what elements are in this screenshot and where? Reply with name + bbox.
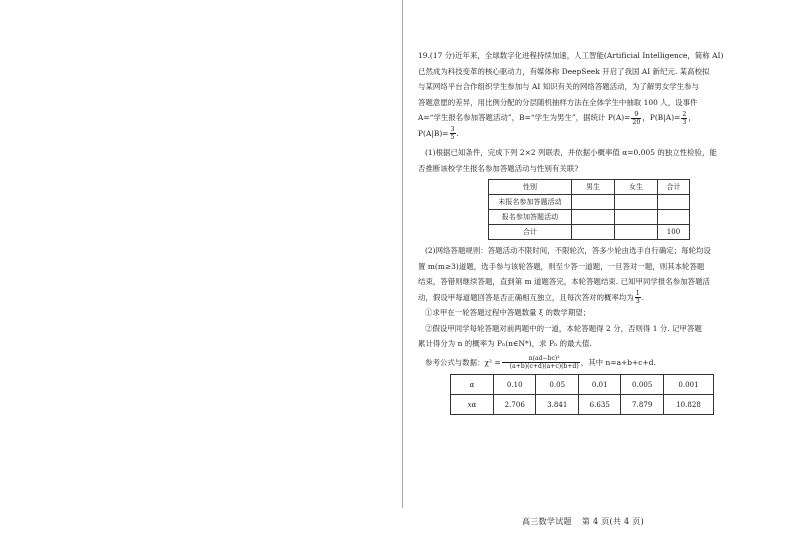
table-cell: 3.841 [536, 395, 578, 415]
question-line: 答题意愿的差异，用比例分配的分层随机抽样方法在全体学生中抽取 100 人，设事件 [418, 97, 698, 107]
table-header-cell: 男生 [572, 180, 615, 195]
formula-line: 参考公式与数据：χ² = $\frac{\text{n(ad−bc)²}}{(a+b)(c+d)(a+c)(b+d)}$ ，其中 n=a+b+c+d. [425, 355, 656, 370]
table-cell [658, 195, 690, 210]
table-row [451, 395, 714, 415]
table-cell: 0.05 [536, 375, 578, 395]
part1-line: 否推断该校学生报名参加答题活动与性别有关联? [418, 163, 579, 173]
fraction-pA: $\frac{9}{20}$ [632, 110, 641, 126]
table-cell [572, 225, 615, 240]
table-cell: 10.828 [663, 395, 713, 415]
footer-page-number: 第 4 页(共 4 页) [581, 517, 645, 526]
table-cell: 0.001 [663, 375, 713, 395]
table-row [489, 210, 690, 225]
table-row [489, 195, 690, 210]
part2-sub2: ②假设甲同学每轮答题对前两题中的一道，本轮答题得 2 分，否则得 1 分. 记甲答题 [425, 323, 702, 333]
part2-line: 动，假设甲每道题回答是否正确相互独立，且每次答对的概率均为 $\frac{1}{3}$ . [418, 290, 645, 305]
contingency-table [488, 179, 690, 240]
question-line: 与某网络平台合作组织学生参加与 AI 知识有关的网络答题活动，为了解男女学生参与 [418, 82, 700, 91]
table-cell [572, 195, 615, 210]
table-cell [658, 210, 690, 225]
table-cell: 合计 [489, 225, 572, 240]
table-cell: 6.635 [578, 395, 620, 415]
footer-subject: 高三数学试题 [522, 517, 572, 526]
fraction-probability: $\frac{1}{3}$ [635, 290, 640, 305]
fraction-pBA: $\frac{2}{3}$ [682, 110, 687, 126]
question-line: P(A|B)= $\frac{3}{5}$ . [418, 126, 459, 141]
table-header-cell: 女生 [615, 180, 658, 195]
fraction-pAB: $\frac{3}{5}$ [450, 126, 455, 141]
table-cell: 报名参加答题活动 [489, 210, 572, 225]
table-cell: 0.005 [621, 375, 663, 395]
table-header-row [489, 180, 690, 195]
page-fold-divider [402, 0, 403, 508]
table-row [489, 225, 690, 240]
table-cell: 7.879 [621, 395, 663, 415]
part2-sub1: ①求甲在一轮答题过程中答题数量 ξ 的数学期望； [425, 308, 591, 317]
table-cell: 未报名参加答题活动 [489, 195, 572, 210]
part2-sub2: 累计得分为 n 的概率为 Pₙ(n∈N*)，求 Pₙ 的最大值. [418, 339, 592, 348]
table-cell: 0.10 [494, 375, 536, 395]
table-header-cell: xα [451, 395, 494, 415]
table-header-cell: α [451, 375, 494, 395]
table-row [451, 375, 714, 395]
reference-table [450, 374, 714, 415]
chi-square-fraction: $\frac{\text{n(ad−bc)²}}{(a+b)(c+d)(a+c)(b+d)}$ [502, 355, 580, 370]
table-cell [572, 210, 615, 225]
question-line: A=“学生报名参加答题活动”，B=“学生为男生”，据统计 P(A)= $\frac{9}{20}$ ，P(B|A)= $\frac{2}{3}$ ， [418, 110, 696, 126]
table-cell: 0.01 [578, 375, 620, 395]
part2-line: 结束，答错则继续答题，直到第 m 道题答完，本轮答题结束. 已知甲同学报名参加答题活 [418, 277, 710, 286]
part2-line: 置 m(m≥3)道题，选手参与该轮答题，则至少答一道题，一旦答对一题，则其本轮答题 [418, 261, 705, 271]
page-footer [522, 516, 654, 527]
table-header-cell: 合计 [658, 180, 690, 195]
question-19 [418, 48, 748, 415]
table-cell [615, 195, 658, 210]
table-header-cell: 性别 [489, 180, 572, 195]
table-cell: 100 [658, 225, 690, 240]
part1-line: (1)根据已知条件，完成下列 2×2 列联表，并依据小概率值 α=0.005 的独立性检验，能 [425, 148, 717, 157]
table-cell [615, 225, 658, 240]
table-cell: 2.706 [494, 395, 536, 415]
part2-line: (2)网络答题规则：答题活动不限时间，不限轮次，答多少轮由选手自行确定；每轮均设 [425, 246, 711, 255]
question-line: 已然成为科技变革的核心驱动力，有媒体称 DeepSeek 开启了我国 AI 新纪元. 某高校拟 [418, 66, 710, 76]
question-line: 19.(17 分)近年来，全球数字化进程持续加速，人工智能(Artificial Intelligence，简称 AI) [418, 51, 724, 60]
table-cell [615, 210, 658, 225]
